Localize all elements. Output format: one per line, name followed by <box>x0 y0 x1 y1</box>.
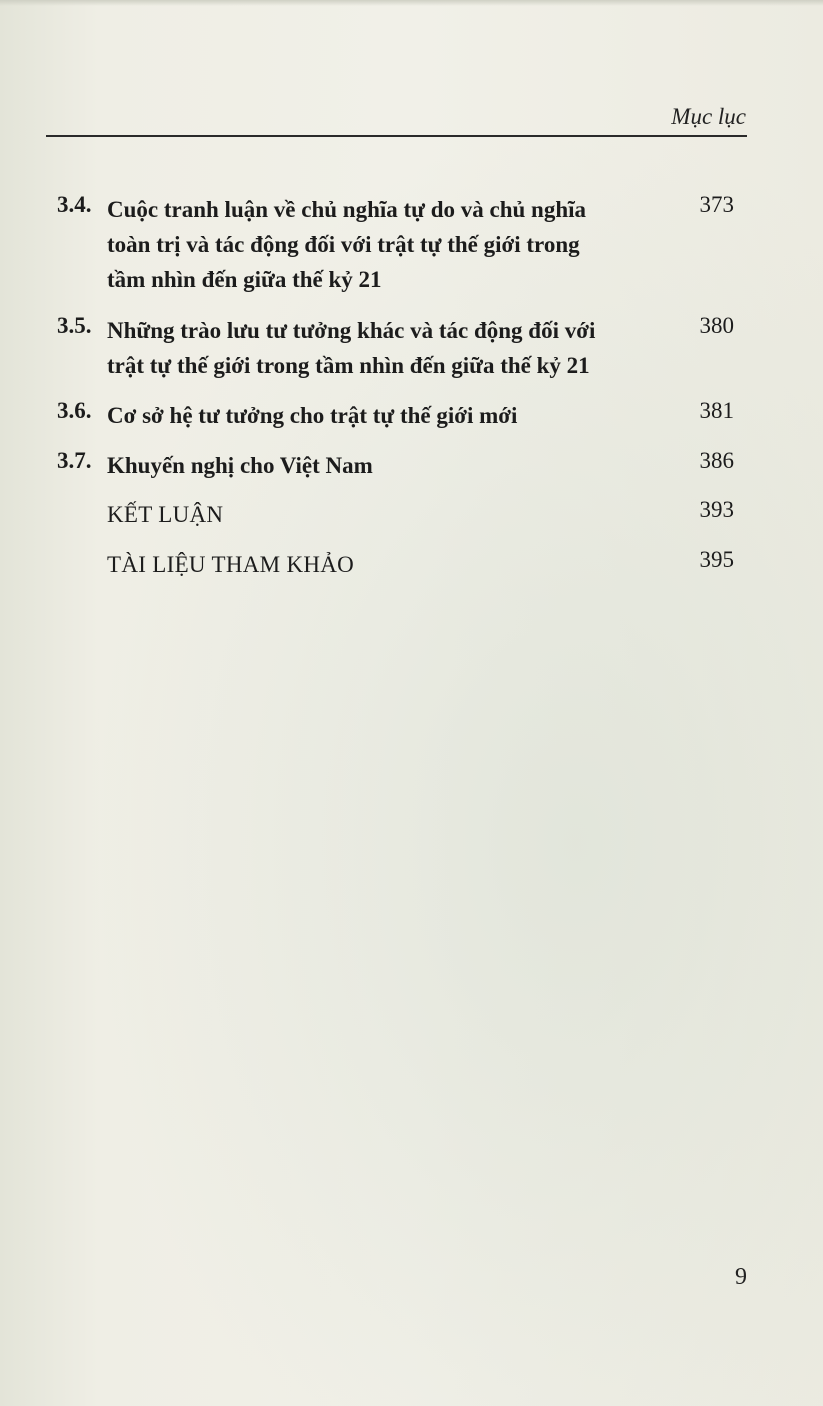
toc-entry-title-line: Những trào lưu tư tưởng khác và tác động đối với <box>107 318 596 343</box>
toc-entry-title-line: toàn trị và tác động đối với trật tự thế giới trong <box>107 232 580 257</box>
header-rule <box>46 135 747 137</box>
toc-entry-title <box>107 448 667 483</box>
toc-entry-title-line: Cơ sở hệ tư tưởng cho trật tự thế giới mới <box>107 403 518 428</box>
toc-entry-number: 3.5. <box>57 313 92 338</box>
toc-entry-number: 3.6. <box>57 398 92 423</box>
toc-entry-page: 393 <box>699 497 734 522</box>
toc-entry-title <box>107 313 667 383</box>
toc-entry-page: 381 <box>699 398 734 423</box>
page-top-edge <box>0 0 823 6</box>
toc-entry-number: 3.4. <box>57 192 92 217</box>
toc-entry-title <box>107 497 667 532</box>
toc-entry-page: 380 <box>699 313 734 338</box>
toc-entry-page: 395 <box>699 547 734 572</box>
toc-entry-title-line: Khuyến nghị cho Việt Nam <box>107 453 373 478</box>
toc-entry-page: 386 <box>699 448 734 473</box>
toc-entry-title <box>107 398 667 433</box>
toc-entry-page: 373 <box>699 192 734 217</box>
toc-entry-title <box>107 547 667 582</box>
toc-entry-title-line: trật tự thế giới trong tầm nhìn đến giữa thế kỷ 21 <box>107 353 590 378</box>
toc-entry-title-line: KẾT LUẬN <box>107 502 224 527</box>
toc-entry-title-line: Cuộc tranh luận về chủ nghĩa tự do và chủ nghĩa <box>107 197 587 222</box>
toc-entry-title-line: tầm nhìn đến giữa thế kỷ 21 <box>107 267 382 292</box>
page-number: 9 <box>735 1264 747 1290</box>
toc-entry-number: 3.7. <box>57 448 92 473</box>
running-header-title: Mục lục <box>671 104 746 129</box>
toc-entry-title <box>107 192 667 297</box>
toc-entry-title-line: TÀI LIỆU THAM KHẢO <box>107 552 355 577</box>
